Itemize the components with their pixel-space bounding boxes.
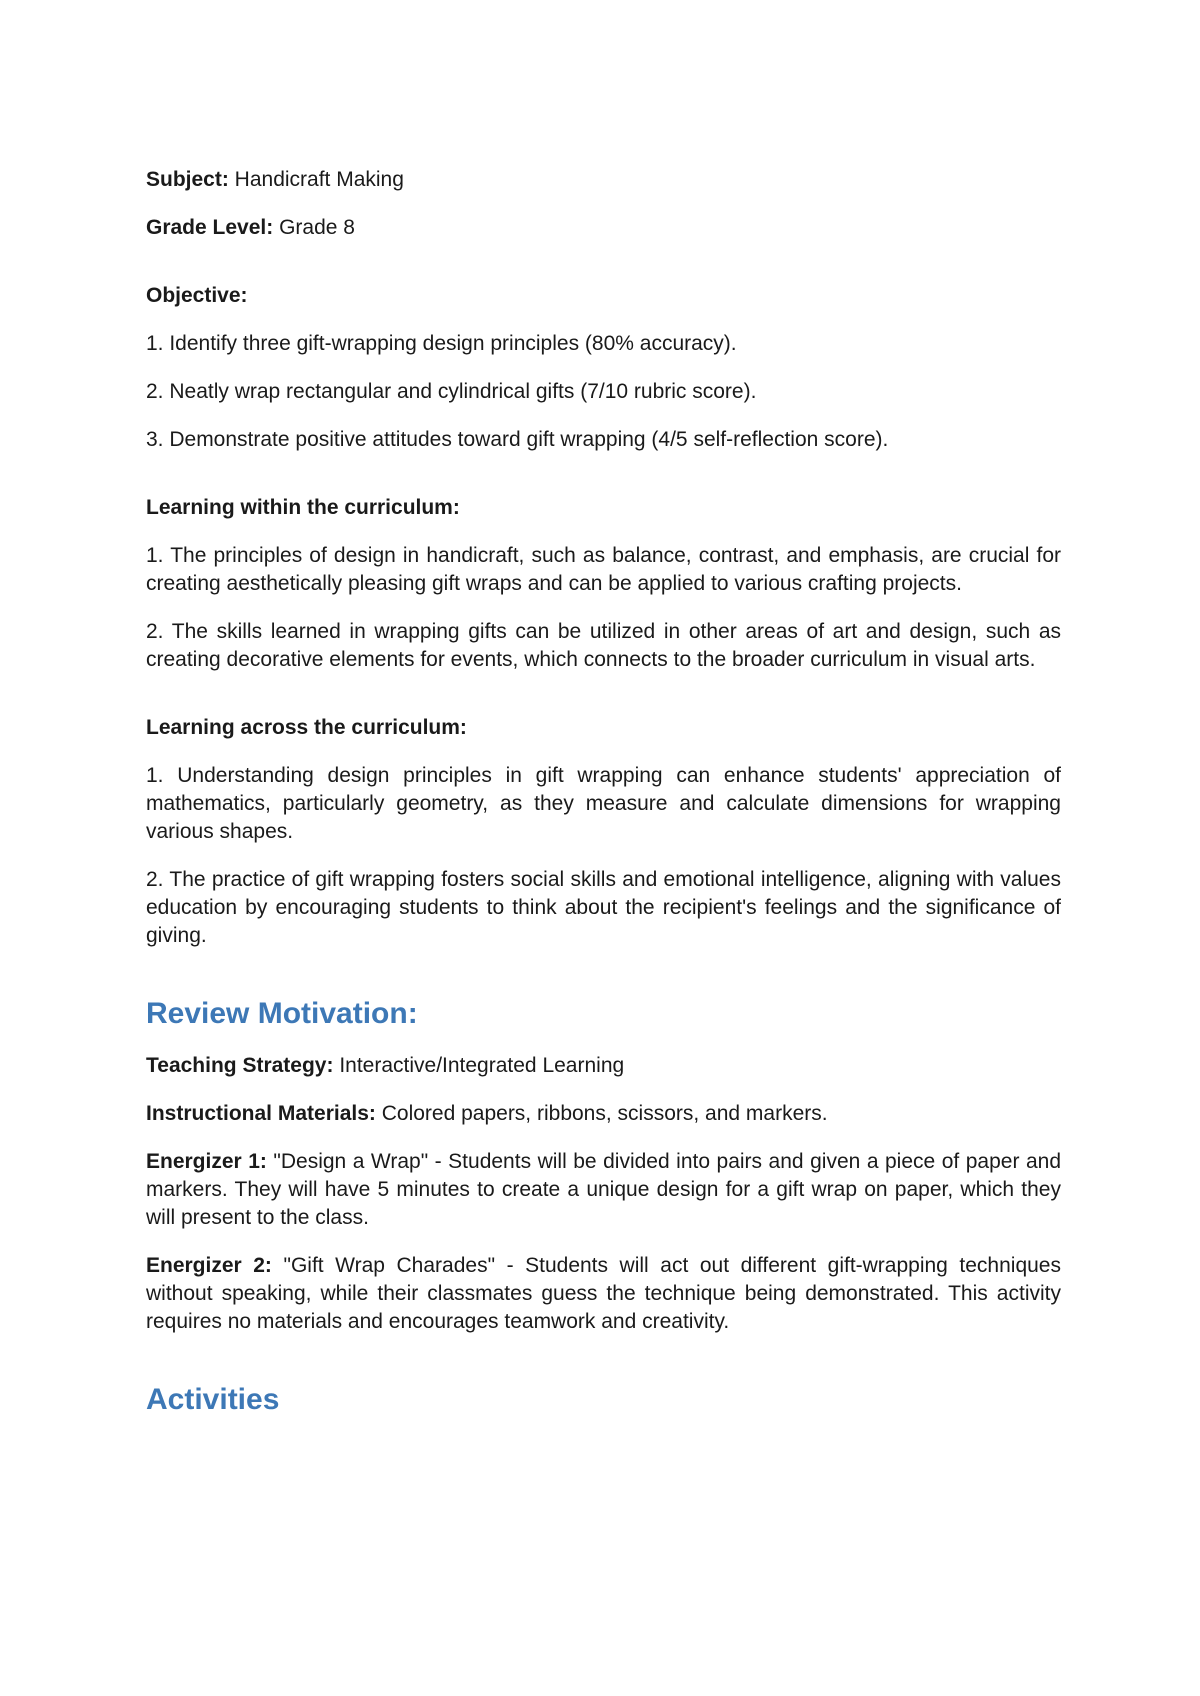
within-curriculum-heading: Learning within the curriculum:: [146, 496, 460, 519]
grade-line: [146, 214, 1061, 242]
grade-value: Grade 8: [273, 216, 355, 239]
grade-label: Grade Level:: [146, 216, 274, 239]
teaching-strategy-line: [146, 1052, 1061, 1080]
within-curriculum-item: 2. The skills learned in wrapping gifts can be utilized in other areas of art and design, such as creating decorative elements for events, which connects to the broader curriculum in visual arts.: [146, 620, 1061, 671]
objective-item: 2. Neatly wrap rectangular and cylindrical gifts (7/10 rubric score).: [146, 380, 757, 403]
energizer-2: [146, 1252, 1061, 1336]
subject-value: Handicraft Making: [228, 168, 404, 191]
review-motivation-title: Review Motivation:: [146, 997, 418, 1030]
energizer-1-text: "Design a Wrap" - Students will be divided into pairs and given a piece of paper and markers. They will have 5 minutes to create a unique design for a gift wrap on paper, which they will present to the class.: [146, 1150, 1061, 1229]
document-page: [146, 166, 1061, 1418]
energizer-1: [146, 1148, 1061, 1232]
energizer-2-text: "Gift Wrap Charades" - Students will act out different gift-wrapping techniques without speaking, while their classmates guess the technique being demonstrated. This activity requires no materials and encourages teamwork and creativity.: [146, 1254, 1061, 1333]
subject-label: Subject:: [146, 168, 229, 191]
activities-title: Activities: [146, 1383, 280, 1416]
teaching-strategy-value: Interactive/Integrated Learning: [333, 1054, 625, 1077]
objective-heading: Objective:: [146, 284, 248, 307]
objective-item: 3. Demonstrate positive attitudes toward gift wrapping (4/5 self-reflection score).: [146, 428, 889, 451]
instructional-materials-line: [146, 1100, 1061, 1128]
instructional-materials-label: Instructional Materials:: [146, 1102, 376, 1125]
instructional-materials-value: Colored papers, ribbons, scissors, and markers.: [375, 1102, 828, 1125]
across-curriculum-item: 2. The practice of gift wrapping fosters social skills and emotional intelligence, aligning with values education by encouraging students to think about the recipient's feelings and the significance of giving.: [146, 868, 1061, 947]
energizer-1-label: Energizer 1:: [146, 1150, 267, 1173]
energizer-2-label: Energizer 2:: [146, 1254, 272, 1277]
across-curriculum-heading: Learning across the curriculum:: [146, 716, 467, 739]
teaching-strategy-label: Teaching Strategy:: [146, 1054, 334, 1077]
across-curriculum-item: 1. Understanding design principles in gift wrapping can enhance students' appreciation of mathematics, particularly geometry, as they measure and calculate dimensions for wrapping various shapes.: [146, 764, 1061, 843]
within-curriculum-item: 1. The principles of design in handicraft, such as balance, contrast, and emphasis, are crucial for creating aesthetically pleasing gift wraps and can be applied to various crafting projects.: [146, 544, 1061, 595]
subject-line: [146, 166, 1061, 194]
objective-item: 1. Identify three gift-wrapping design principles (80% accuracy).: [146, 332, 737, 355]
